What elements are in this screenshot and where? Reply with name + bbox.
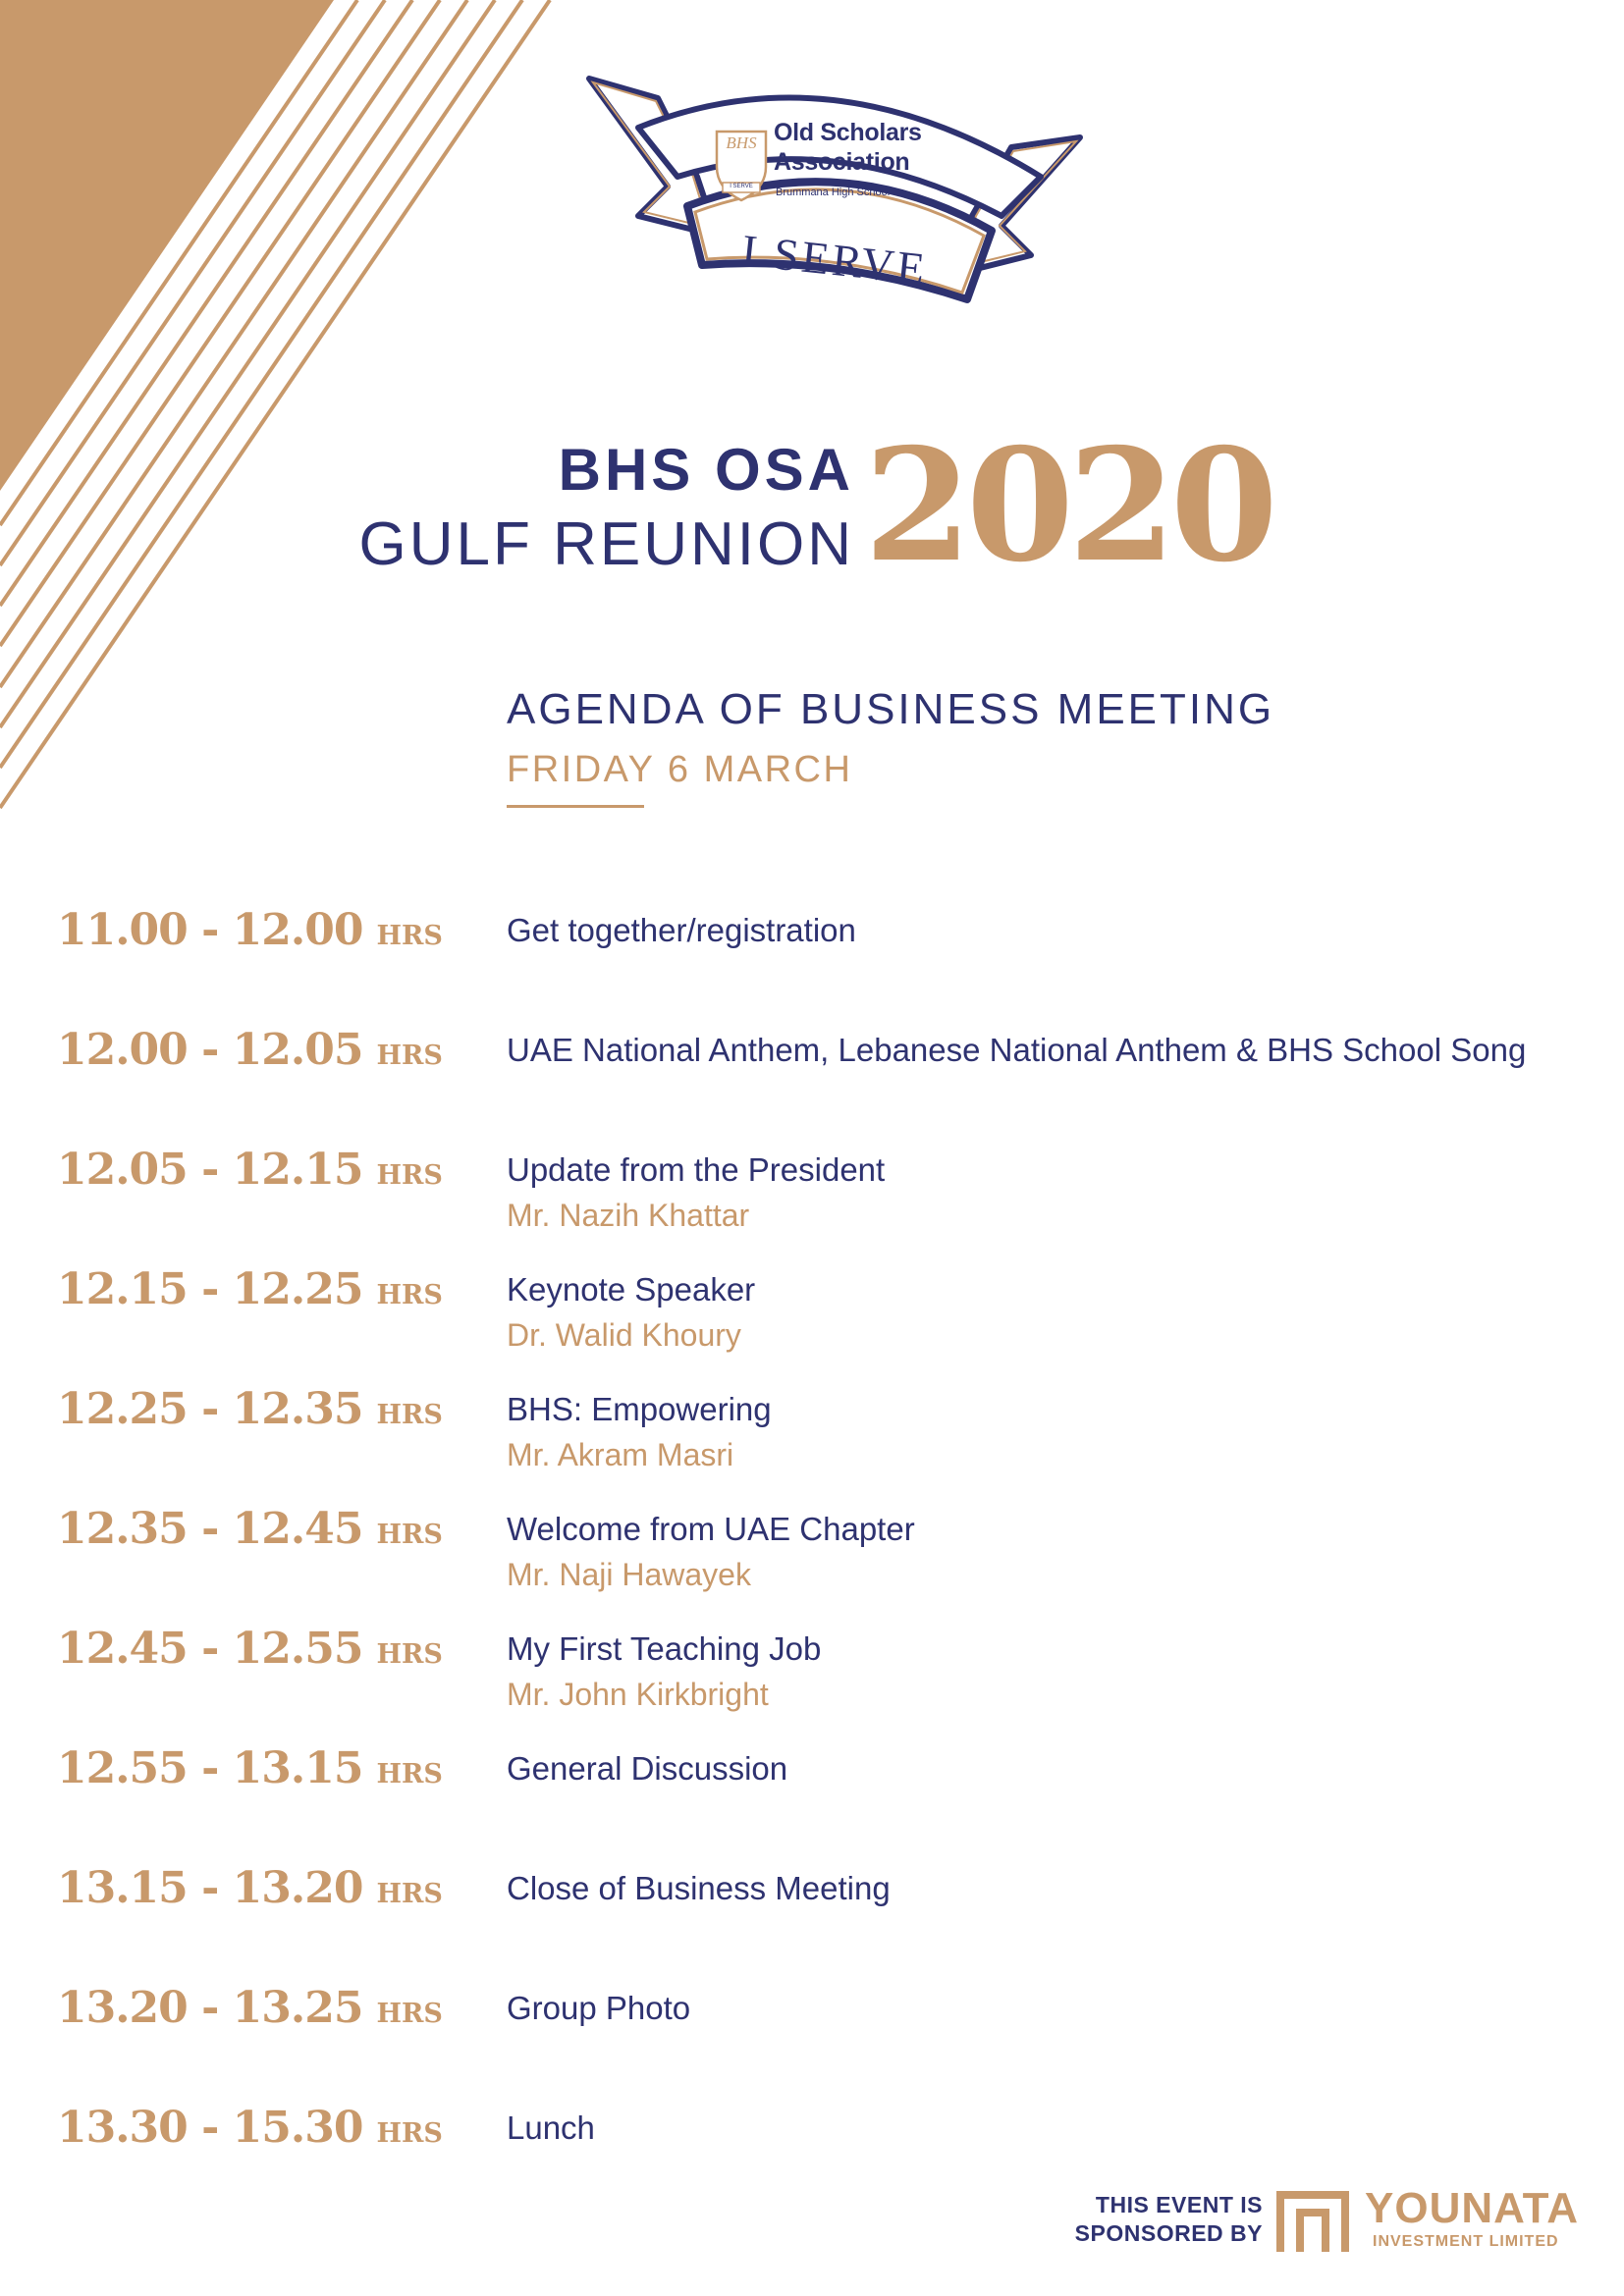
time-range: 12.15 - 12.25 — [57, 1264, 363, 1314]
event-speaker: Mr. John Kirkbright — [507, 1677, 769, 1712]
hrs-label: HRS — [376, 1639, 443, 1670]
hrs-label: HRS — [376, 1280, 443, 1310]
younata-logo-icon — [1276, 2191, 1349, 2252]
hrs-label: HRS — [376, 921, 443, 951]
event-title: Lunch — [507, 2109, 595, 2146]
time-range: 12.25 - 12.35 — [57, 1384, 363, 1434]
event-title: Group Photo — [507, 1990, 691, 2026]
event-title: Close of Business Meeting — [507, 1870, 891, 1906]
event-title: General Discussion — [507, 1750, 788, 1787]
event-title: Update from the President — [507, 1151, 886, 1188]
hrs-label: HRS — [376, 1879, 443, 1909]
schedule-row — [0, 1021, 1624, 1119]
event-speaker: Dr. Walid Khoury — [507, 1317, 741, 1353]
schedule-row — [0, 1859, 1624, 1957]
time-range: 12.45 - 12.55 — [57, 1624, 363, 1674]
sponsor-subtitle: INVESTMENT LIMITED — [1373, 2233, 1559, 2250]
event-speaker: Mr. Naji Hawayek — [507, 1557, 751, 1592]
sponsor-name: YOUNATA — [1365, 2184, 1580, 2232]
time-range: 12.55 - 13.15 — [57, 1743, 363, 1793]
crest-monogram: BHS — [726, 133, 757, 152]
time-slot — [57, 1021, 443, 1089]
agenda-date-underline — [507, 805, 644, 808]
time-slot — [57, 901, 443, 969]
event-title: Welcome from UAE Chapter — [507, 1511, 915, 1547]
time-range: 13.15 - 13.20 — [57, 1863, 363, 1913]
crest-banner-text: I SERVE — [730, 184, 753, 189]
event-title: Get together/registration — [507, 912, 856, 948]
time-slot — [57, 1739, 443, 1807]
time-range: 11.00 - 12.00 — [57, 905, 363, 955]
hrs-label: HRS — [376, 1999, 443, 2029]
event-title: BHS: Empowering — [507, 1391, 772, 1427]
hrs-label: HRS — [376, 1160, 443, 1191]
event-title: Keynote Speaker — [507, 1271, 756, 1308]
sponsor-label — [1075, 2191, 1263, 2248]
time-range: 12.35 - 12.45 — [57, 1504, 363, 1554]
time-slot — [57, 1260, 443, 1328]
time-slot — [57, 1859, 443, 1927]
event-title: UAE National Anthem, Lebanese National Anthem & BHS School Song — [507, 1032, 1527, 1068]
schedule-row — [0, 1500, 1624, 1598]
sponsor-label-line2: SPONSORED BY — [1074, 2220, 1263, 2246]
time-range: 12.05 - 12.15 — [57, 1145, 363, 1195]
schedule-row — [0, 2099, 1624, 2197]
osa-logo — [579, 69, 1090, 324]
schedule-row — [0, 1979, 1624, 2077]
agenda-date: FRIDAY 6 MARCH — [507, 749, 853, 790]
event-speaker: Mr. Akram Masri — [507, 1437, 734, 1472]
logo-title-line2: Association — [774, 148, 910, 176]
hrs-label: HRS — [376, 2118, 443, 2149]
schedule-row — [0, 1620, 1624, 1718]
schedule-row — [0, 1739, 1624, 1838]
heading-subtitle: GULF REUNION — [358, 510, 854, 578]
time-slot — [57, 1500, 443, 1568]
schedule-row — [0, 901, 1624, 999]
event-speaker: Mr. Nazih Khattar — [507, 1198, 750, 1233]
time-slot — [57, 1620, 443, 1687]
schedule-row — [0, 1141, 1624, 1239]
logo-school-name: Brummana High School — [776, 187, 891, 198]
time-slot — [57, 1979, 443, 2047]
heading-title: BHS OSA — [558, 437, 854, 503]
logo-motto: I SERVE — [738, 225, 931, 294]
heading-year: 2020 — [864, 415, 1272, 597]
time-range: 13.20 - 13.25 — [57, 1983, 363, 2033]
hrs-label: HRS — [376, 1520, 443, 1550]
time-range: 12.00 - 12.05 — [57, 1025, 363, 1075]
sponsor-label-line1: THIS EVENT IS — [1095, 2192, 1263, 2217]
event-title: My First Teaching Job — [507, 1630, 822, 1667]
time-slot — [57, 1141, 443, 1208]
logo-title-line1: Old Scholars — [774, 119, 922, 146]
agenda-title: AGENDA OF BUSINESS MEETING — [507, 685, 1275, 733]
hrs-label: HRS — [376, 1400, 443, 1430]
time-slot — [57, 2099, 443, 2166]
time-slot — [57, 1380, 443, 1448]
schedule-row — [0, 1380, 1624, 1478]
schedule-row — [0, 1260, 1624, 1359]
time-range: 13.30 - 15.30 — [57, 2103, 363, 2153]
hrs-label: HRS — [376, 1041, 443, 1071]
hrs-label: HRS — [376, 1759, 443, 1789]
